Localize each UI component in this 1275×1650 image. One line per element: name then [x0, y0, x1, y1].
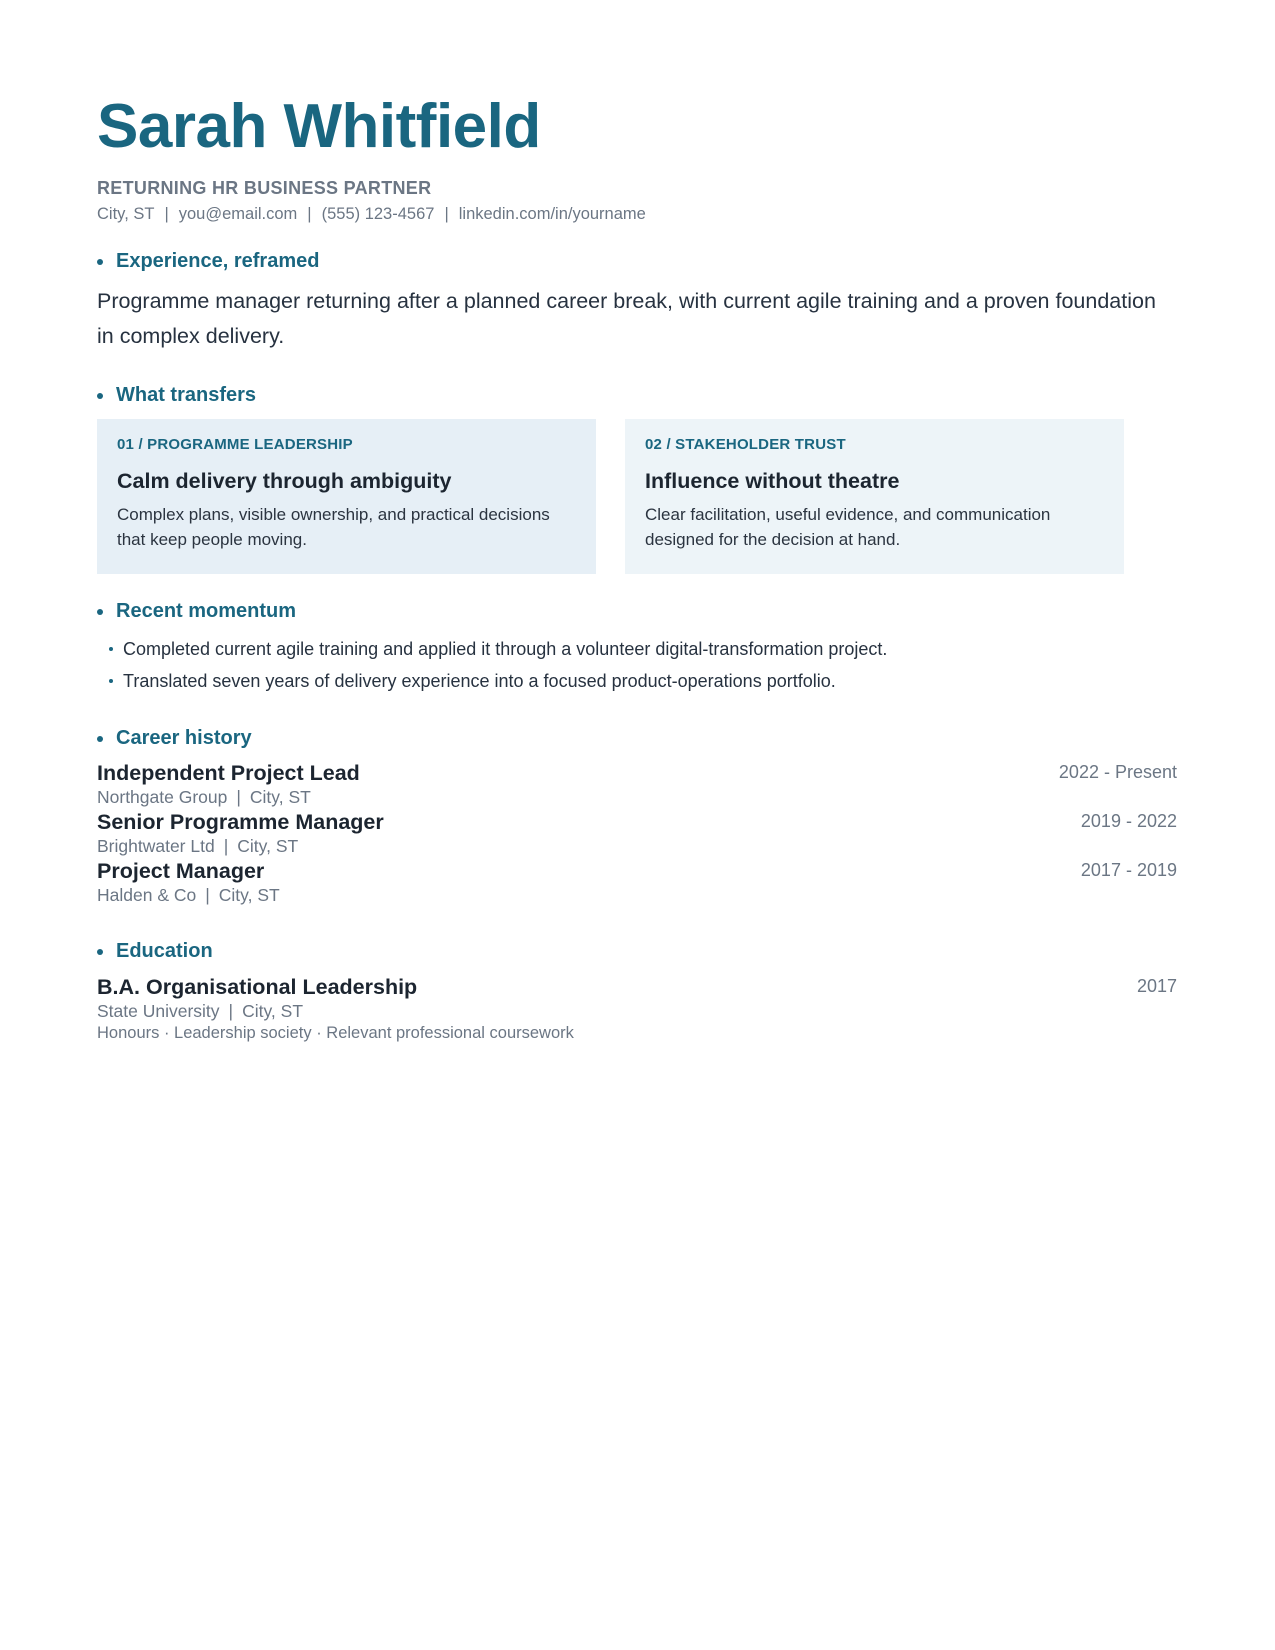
school-location: City, ST	[242, 1001, 304, 1021]
card-title: Calm delivery through ambiguity	[117, 469, 452, 493]
bullet-dot-icon	[97, 609, 103, 615]
card-body: Complex plans, visible ownership, and practical decisions that keep people moving.	[117, 505, 550, 549]
job-list	[97, 760, 1177, 907]
job-entry	[97, 809, 1177, 858]
job-entry	[97, 760, 1177, 809]
transfer-card	[625, 419, 1124, 574]
job-entry	[97, 858, 1177, 907]
job-location: City, ST	[237, 836, 299, 856]
section-heading-label: Education	[116, 940, 213, 962]
section-heading-label: Recent momentum	[116, 600, 297, 622]
bullet-dot-icon	[109, 679, 113, 683]
contact-linkedin[interactable]: linkedin.com/in/yourname	[458, 205, 646, 223]
section-heading-label: What transfers	[116, 384, 257, 406]
transfer-cards	[97, 419, 1177, 574]
section-heading-summary	[97, 250, 1177, 273]
card-body: Clear facilitation, useful evidence, and communication designed for the decision at hand.	[645, 505, 1051, 549]
list-item-text: Translated seven years of delivery experience into a focused product-operations portfolio.	[123, 670, 836, 691]
job-company: Northgate Group	[97, 787, 228, 807]
graduation-year: 2017	[1136, 976, 1177, 996]
card-title: Influence without theatre	[645, 469, 900, 493]
transfer-card	[97, 419, 596, 574]
bullet-dot-icon	[97, 736, 103, 742]
meta-separator: |	[236, 787, 241, 807]
candidate-name: Sarah Whitfield	[97, 92, 541, 161]
bullet-dot-icon	[97, 393, 103, 399]
job-dates: 2017 - 2019	[1080, 860, 1177, 880]
momentum-list	[97, 633, 1177, 697]
bullet-dot-icon	[109, 647, 113, 651]
contact-separator: |	[444, 205, 449, 223]
degree-title: B.A. Organisational Leadership	[97, 975, 418, 999]
meta-separator: |	[228, 1001, 234, 1021]
contact-phone[interactable]: (555) 123-4567	[321, 205, 435, 223]
education-notes: Honours · Leadership society · Relevant professional coursework	[97, 1024, 574, 1042]
job-title: Independent Project Lead	[97, 761, 360, 785]
contact-email[interactable]: you@email.com	[178, 205, 298, 223]
section-heading-education	[97, 940, 1177, 963]
school-name: State University	[97, 1001, 220, 1021]
job-company: Halden & Co	[97, 885, 197, 905]
meta-separator: |	[205, 885, 210, 905]
job-company: Brightwater Ltd	[97, 836, 215, 856]
section-heading-momentum	[97, 600, 1177, 623]
section-heading-label: Experience, reframed	[116, 250, 320, 272]
list-item	[97, 665, 1177, 697]
education-entry	[97, 974, 1177, 1044]
job-title: Project Manager	[97, 859, 265, 883]
contact-location: City, ST	[97, 205, 155, 223]
section-heading-history	[97, 727, 1177, 750]
resume-content	[97, 92, 1177, 1044]
job-meta	[97, 786, 1177, 808]
contact-line	[97, 205, 1177, 224]
meta-separator: |	[223, 836, 229, 856]
job-meta	[97, 835, 1177, 857]
summary-text: Programme manager returning after a planned career break, with current agile training and a proven foundation in complex delivery.	[97, 289, 1156, 348]
section-heading-transfers	[97, 384, 1177, 407]
contact-separator: |	[164, 205, 169, 223]
job-title: Senior Programme Manager	[97, 810, 384, 834]
job-dates: 2019 - 2022	[1080, 811, 1177, 831]
job-meta	[97, 884, 1177, 906]
card-kicker: 02 / STAKEHOLDER TRUST	[645, 436, 846, 453]
bullet-dot-icon	[97, 259, 103, 265]
job-location: City, ST	[249, 787, 311, 807]
candidate-role: RETURNING HR BUSINESS PARTNER	[97, 178, 432, 198]
list-item	[97, 633, 1177, 665]
card-kicker: 01 / PROGRAMME LEADERSHIP	[117, 436, 353, 453]
list-item-text: Completed current agile training and applied it through a volunteer digital-transformation project.	[123, 638, 888, 659]
bullet-dot-icon	[97, 949, 103, 955]
job-location: City, ST	[218, 885, 280, 905]
job-dates: 2022 - Present	[1058, 762, 1177, 782]
section-heading-label: Career history	[116, 727, 252, 749]
contact-separator: |	[307, 205, 312, 223]
education-meta	[97, 1000, 1177, 1022]
